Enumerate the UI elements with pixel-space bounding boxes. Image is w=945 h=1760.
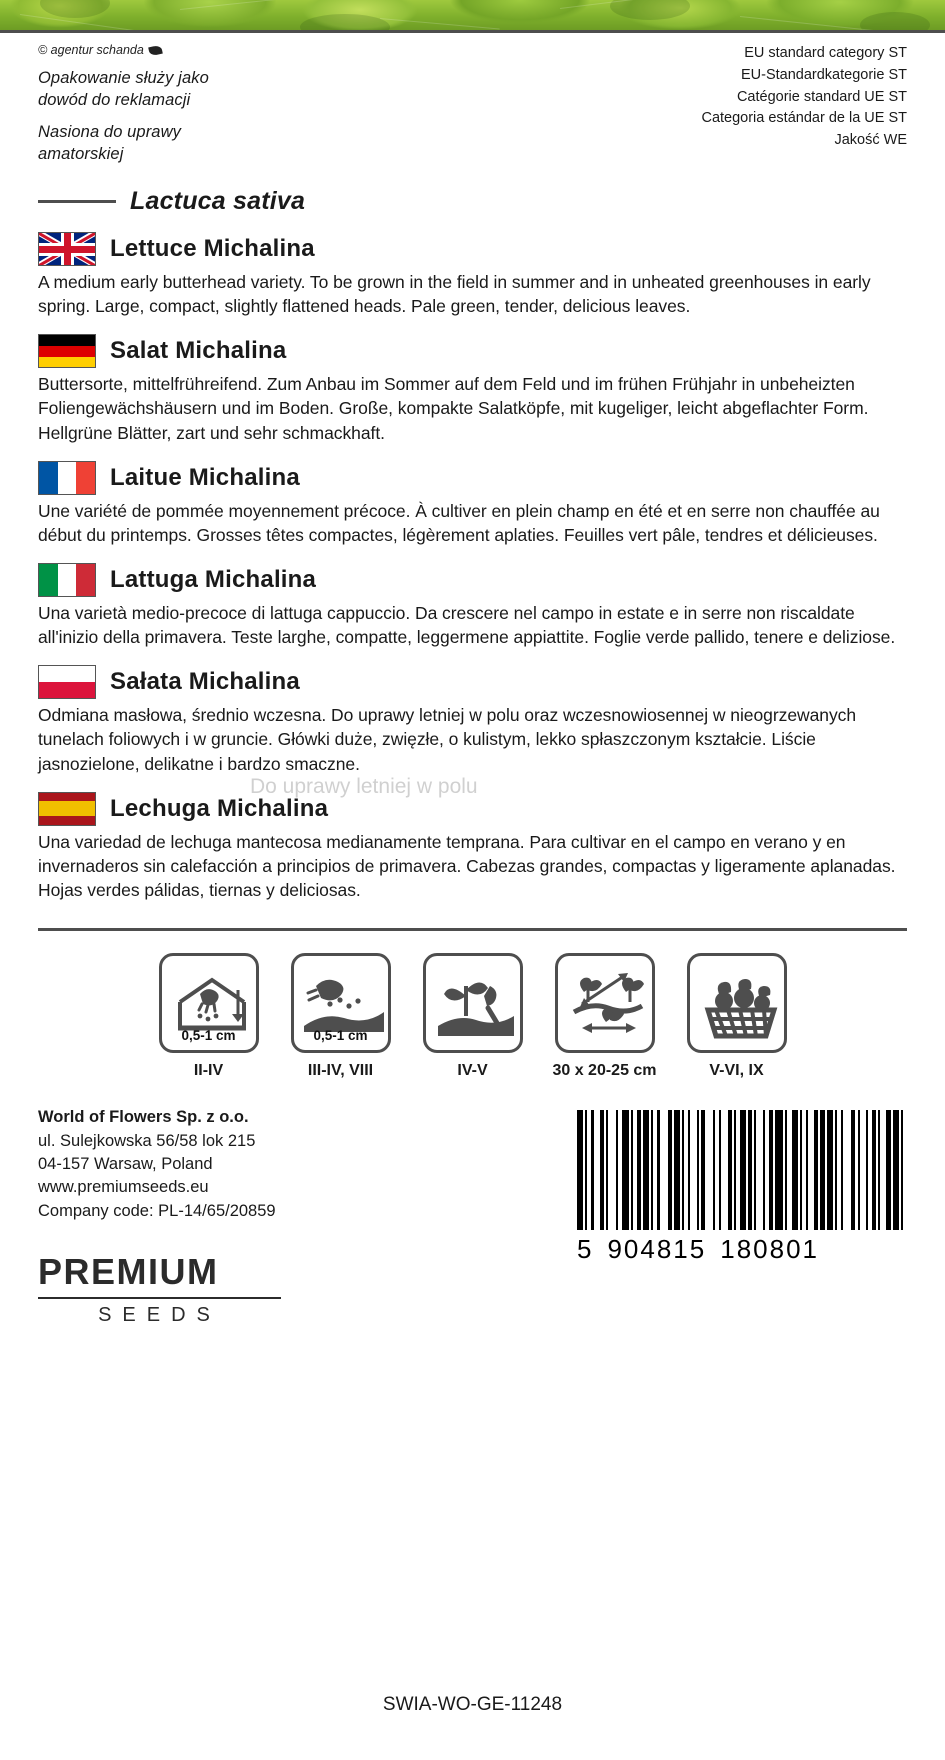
language-head-fr <box>38 461 907 495</box>
flag-germany-icon <box>38 334 96 368</box>
barcode-digit-group-2: 904815 <box>607 1234 707 1265</box>
variety-description-de: Buttersorte, mittelfrühreifend. Zum Anbau im Sommer auf dem Feld und im frühen Frühjahr in unbeheizten Foliengewächshäusern und im Boden. Große, kompakte Salatköpfe, mit kugeliger, leicht abgeflachter Form. Hellgrüne Blätter, zart und sehr schmackhaft. <box>38 374 869 443</box>
language-head-de <box>38 334 907 368</box>
language-block-es <box>38 792 907 902</box>
footer <box>38 1106 907 1327</box>
variety-title-en: Lettuce Michalina <box>110 235 315 263</box>
icon-cell-harvest <box>681 953 793 1080</box>
variety-title-fr: Laitue Michalina <box>110 463 300 491</box>
planting-seedling-icon <box>423 953 523 1053</box>
spacing-icon <box>555 953 655 1053</box>
flag-poland-icon <box>38 665 96 699</box>
brand-subtitle: SEEDS <box>98 1304 221 1327</box>
variety-title-de: Salat Michalina <box>110 337 287 365</box>
eu-category-es: Categoria estándar de la UE ST <box>701 110 907 127</box>
sowing-under-cover-icon <box>159 953 259 1053</box>
icon-cell-planting <box>417 953 529 1080</box>
language-block-fr <box>38 461 907 547</box>
variety-description-en: A medium early butterhead variety. To be grown in the field in summer and in unheated greenhouses in early spring. Large, compact, slightly flattened heads. Pale green, tender, delicious leaves. <box>38 272 871 317</box>
barcode <box>577 1110 907 1230</box>
icon-caption-4: 30 x 20-25 cm <box>552 1062 657 1080</box>
icon-caption-3: IV-V <box>457 1062 488 1080</box>
icon-caption-1: II-IV <box>193 1062 224 1080</box>
copyright-line <box>38 43 458 57</box>
variety-description-it: Una varietà medio-precoce di lattuga cappuccio. Da crescere nel campo in estate e in serre non riscaldate all'inizio della primavera. Teste larghe, compatte, leggermene appiattite. Foglie verde pallido, tenere e deliziose. <box>38 603 896 648</box>
barcode-block <box>577 1106 907 1265</box>
sowing-depth-1: 0,5-1 cm <box>181 1028 236 1044</box>
eu-category-pl: Jakość WE <box>834 132 907 148</box>
header <box>38 33 907 165</box>
variety-title-es: Lechuga Michalina <box>110 794 329 822</box>
flag-spain-icon <box>38 792 96 826</box>
variety-description-fr: Une variété de pommée moyennement précoce. À cultiver en plein champ en été et en serre non chauffée au début du printemps. Grosses têtes compactes, légèrement aplaties. Feuilles vert pâle, tendres et délicieuses. <box>38 500 880 545</box>
company-name: World of Flowers Sp. z o.o. <box>38 1108 249 1127</box>
company-website[interactable]: www.premiumseeds.eu <box>38 1178 209 1197</box>
harvest-icon <box>687 953 787 1053</box>
species-heading <box>38 187 907 216</box>
eu-category-fr: Catégorie standard UE ST <box>736 88 907 105</box>
barcode-digits <box>577 1234 907 1265</box>
lettuce-photo-band <box>0 0 945 30</box>
sku-code: SWIA-WO-GE-11248 <box>382 1694 563 1715</box>
company-city: 04-157 Warsaw, Poland <box>38 1155 213 1174</box>
language-head-es <box>38 792 907 826</box>
barcode-digit-group-3: 180801 <box>720 1234 819 1265</box>
company-block <box>38 1106 281 1327</box>
packaging-note-line-3: Nasiona do uprawy <box>38 122 181 141</box>
variety-title-pl: Sałata Michalina <box>110 668 300 696</box>
icon-caption-5: V-VI, IX <box>709 1062 764 1080</box>
sowing-outdoors-icon <box>291 953 391 1053</box>
copyright-text: © agentur schanda <box>38 43 144 57</box>
icon-cell-spacing <box>549 953 661 1080</box>
flag-italy-icon <box>38 563 96 597</box>
eu-category-de: EU-Standardkategorie ST <box>740 66 907 83</box>
sowing-depth-2: 0,5-1 cm <box>313 1028 368 1044</box>
language-block-en <box>38 232 907 318</box>
icon-cell-sowing-outdoors <box>285 953 397 1080</box>
language-block-it <box>38 563 907 649</box>
header-left <box>38 43 458 165</box>
company-code: Company code: PL-14/65/20859 <box>38 1201 276 1220</box>
eu-category-block <box>701 43 907 152</box>
species-rule-left <box>38 200 116 203</box>
brand-logo <box>38 1251 281 1327</box>
cultivation-icon-row <box>38 953 907 1080</box>
language-head-en <box>38 232 907 266</box>
language-block-pl <box>38 665 907 775</box>
flag-uk-icon <box>38 232 96 266</box>
brand-divider <box>38 1297 281 1299</box>
variety-title-it: Lattuga Michalina <box>110 566 317 594</box>
icons-divider <box>38 928 907 931</box>
species-name: Lactuca sativa <box>130 187 306 216</box>
language-head-it <box>38 563 907 597</box>
brand-name: PREMIUM <box>38 1251 219 1293</box>
icon-caption-2: III-IV, VIII <box>307 1062 374 1080</box>
icon-cell-sowing-under-cover <box>153 953 265 1080</box>
packaging-note-line-1: Opakowanie służy jako <box>38 69 209 87</box>
language-block-de <box>38 334 907 444</box>
packaging-note-line-2: dowód do reklamacji <box>38 91 191 110</box>
variety-description-es: Una variedad de lechuga mantecosa medianamente temprana. Para cultivar en el campo en verano y en invernaderos sin calefacción a principios de primavera. Cabezas grandes, compactas y ligeramente aplanadas. Hojas verdes pálidas, tiernas y deliciosas. <box>38 831 896 901</box>
packaging-note-line-4: amatorskiej <box>38 144 124 163</box>
watermark-text: Do uprawy letniej w polu <box>250 775 478 798</box>
barcode-digit-group-1: 5 <box>577 1234 594 1265</box>
company-address <box>38 1106 281 1223</box>
leaf-icon <box>148 44 163 56</box>
variety-description-pl: Odmiana masłowa, średnio wczesna. Do uprawy letniej w polu oraz wczesnowiosennej w nieogrzewanych tunelach foliowych i w gruncie. Główki duże, zwięzłe, o kulistym, lekko spłaszczonym kształcie. Liście jasnozielone, delikatne i bardzo smaczne. <box>38 705 857 774</box>
language-head-pl <box>38 665 907 699</box>
flag-france-icon <box>38 461 96 495</box>
company-street: ul. Sulejkowska 56/58 lok 215 <box>38 1131 256 1150</box>
eu-category-en: EU standard category ST <box>744 45 907 61</box>
